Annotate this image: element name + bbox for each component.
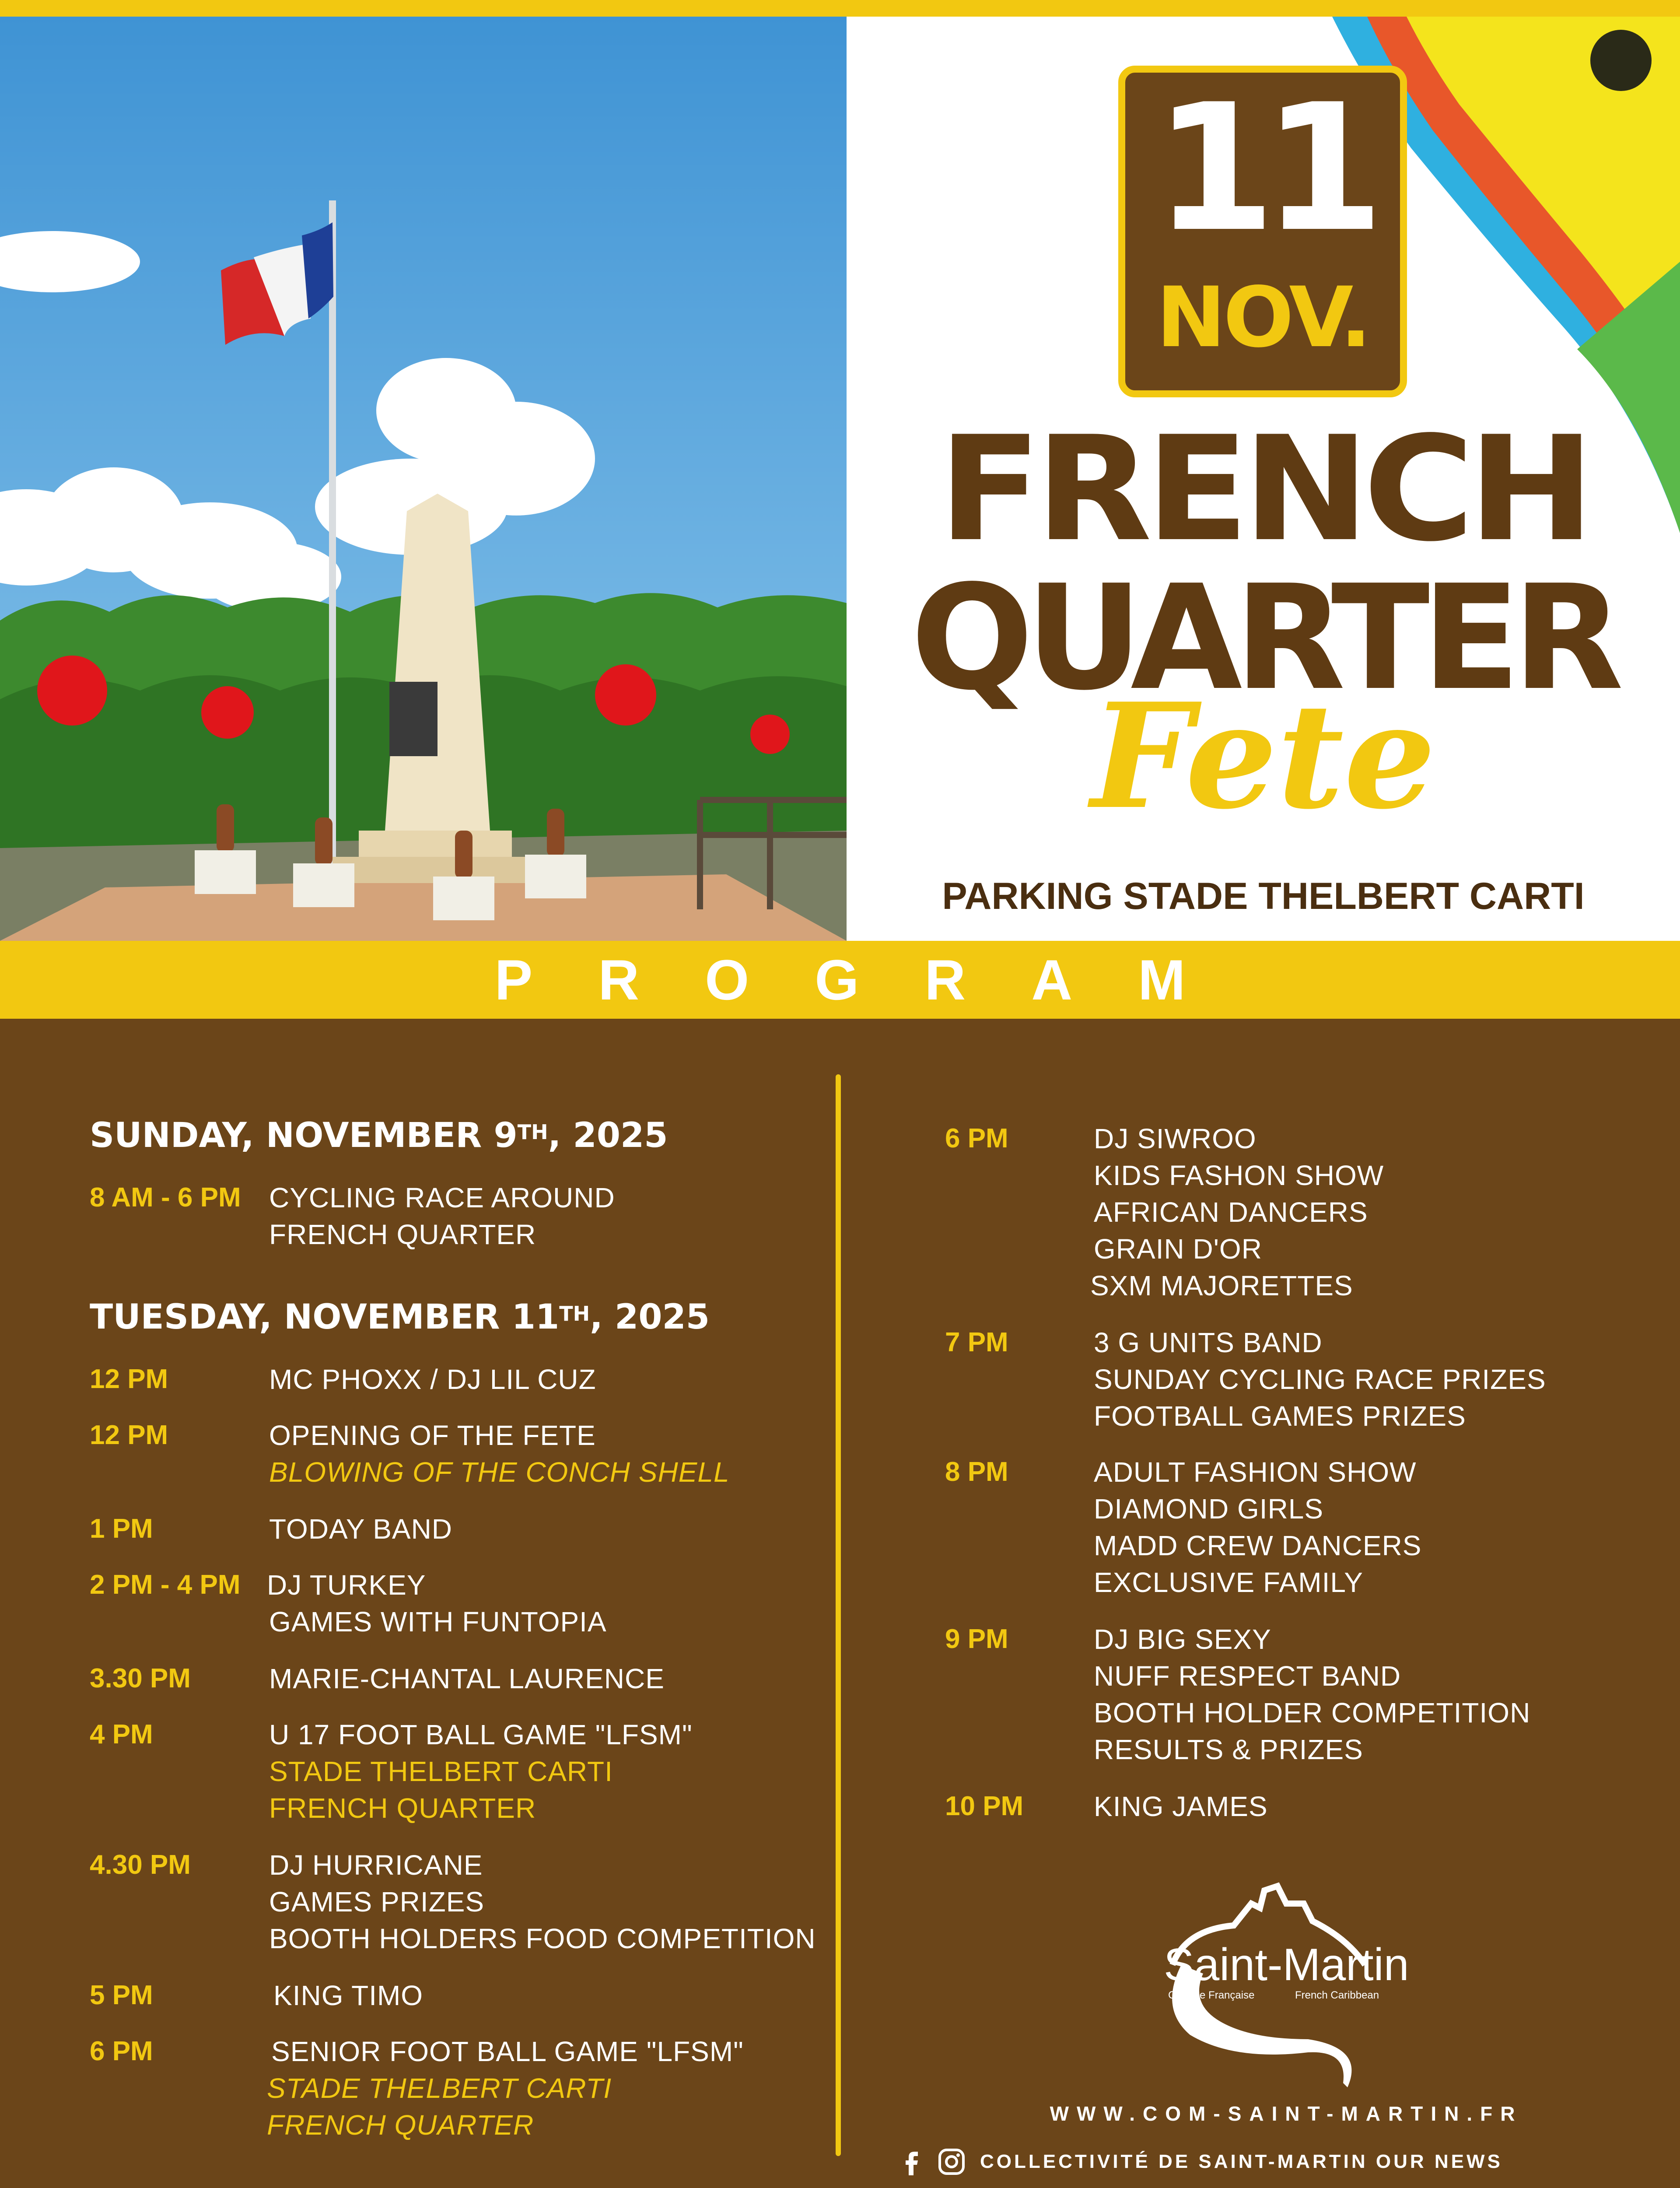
event-time: 10 PM — [945, 1791, 1024, 1821]
event-line: DJ BIG SEXY — [1094, 1623, 1271, 1655]
title-panel — [847, 17, 1680, 941]
event-time: 8 PM — [945, 1457, 1008, 1487]
event-time: 2 PM - 4 PM — [90, 1570, 241, 1600]
title-french: FRENCH — [938, 405, 1589, 573]
event-line: GRAIN D'OR — [1094, 1233, 1262, 1265]
event-time: 6 PM — [90, 2036, 153, 2066]
event-line: CYCLING RACE AROUND — [269, 1182, 615, 1213]
event-line-highlight: FRENCH QUARTER — [269, 1792, 536, 1824]
social-row — [897, 2144, 1503, 2179]
column-divider — [836, 1074, 841, 2156]
date-day: 11 — [1154, 67, 1372, 270]
event-time: 7 PM — [945, 1327, 1008, 1357]
date-badge — [1118, 66, 1407, 397]
event-line: GAMES WITH FUNTOPIA — [269, 1606, 607, 1637]
event-line: ADULT FASHION SHOW — [1094, 1456, 1417, 1488]
event-line: DJ HURRICANE — [269, 1849, 483, 1881]
event-line: MADD CREW DANCERS — [1094, 1530, 1422, 1561]
monument-illustration — [0, 17, 847, 941]
program-banner — [0, 941, 1680, 1019]
social-handle[interactable]: COLLECTIVITÉ DE SAINT-MARTIN OUR NEWS — [980, 2151, 1503, 2172]
event-line: DJ TURKEY — [267, 1569, 426, 1601]
program-heading: PROGRAM — [494, 948, 1251, 1012]
event-time: 8 AM - 6 PM — [90, 1182, 241, 1213]
event-line: AFRICAN DANCERS — [1094, 1196, 1368, 1228]
event-line: KING TIMO — [273, 1980, 424, 2011]
event-line: KING JAMES — [1094, 1791, 1268, 1822]
event-line: DIAMOND GIRLS — [1094, 1493, 1324, 1525]
event-time: 6 PM — [945, 1123, 1008, 1154]
event-line: 3 G UNITS BAND — [1094, 1327, 1323, 1358]
event-time: 4 PM — [90, 1719, 153, 1750]
event-line-highlight: STADE THELBERT CARTI — [267, 2072, 612, 2104]
event-line: GAMES PRIZES — [269, 1886, 485, 1918]
event-line: U 17 FOOT BALL GAME "LFSM" — [269, 1719, 693, 1750]
day-heading-tuesday: TUESDAY, NOVEMBER 11TH, 2025 — [90, 1297, 710, 1337]
date-month: NOV. — [1156, 269, 1369, 366]
event-line: BOOTH HOLDERS FOOD COMPETITION — [269, 1923, 816, 1954]
facebook-icon[interactable] — [897, 2146, 928, 2177]
event-line: TODAY BAND — [269, 1513, 452, 1545]
event-line-highlight: STADE THELBERT CARTI — [269, 1756, 613, 1787]
event-line: DJ SIWROO — [1094, 1123, 1256, 1154]
title-fete: Fete — [1091, 671, 1436, 841]
event-line: FOOTBALL GAMES PRIZES — [1094, 1400, 1466, 1432]
event-time: 4.30 PM — [90, 1850, 191, 1880]
logo-subtitle-en: French Caribbean — [1295, 1989, 1379, 2001]
event-line: NUFF RESPECT BAND — [1094, 1660, 1401, 1692]
event-line-highlight: FRENCH QUARTER — [267, 2109, 534, 2141]
event-line: EXCLUSIVE FAMILY — [1094, 1567, 1363, 1598]
event-line: MC PHOXX / DJ LIL CUZ — [269, 1364, 596, 1395]
logo-name: Saint-Martin — [1164, 1939, 1409, 1990]
event-time: 5 PM — [90, 1980, 153, 2010]
event-line: SENIOR FOOT BALL GAME "LFSM" — [271, 2036, 744, 2067]
event-line: MARIE-CHANTAL LAURENCE — [269, 1663, 665, 1694]
title-quarter: QUARTER — [910, 554, 1616, 722]
event-line: KIDS FASHON SHOW — [1094, 1160, 1384, 1191]
venue-label: PARKING STADE THELBERT CARTI — [942, 875, 1585, 917]
day-heading-sunday: SUNDAY, NOVEMBER 9TH, 2025 — [90, 1116, 668, 1155]
event-time: 12 PM — [90, 1420, 168, 1450]
event-time: 12 PM — [90, 1364, 168, 1394]
event-line: RESULTS & PRIZES — [1094, 1734, 1363, 1765]
event-line: OPENING OF THE FETE — [269, 1420, 596, 1451]
event-line: SXM MAJORETTES — [1090, 1270, 1353, 1301]
logo-subtitle-fr: Caraïbe Française — [1168, 1989, 1255, 2001]
event-line-highlight: BLOWING OF THE CONCH SHELL — [269, 1456, 730, 1488]
event-time: 3.30 PM — [90, 1663, 191, 1694]
event-line: SUNDAY CYCLING RACE PRIZES — [1094, 1364, 1546, 1395]
top-yellow-strip — [0, 0, 1680, 17]
event-line: BOOTH HOLDER COMPETITION — [1094, 1697, 1531, 1729]
event-time: 1 PM — [90, 1514, 153, 1544]
website-link[interactable]: WWW.COM-SAINT-MARTIN.FR — [1050, 2102, 1523, 2125]
instagram-icon[interactable] — [936, 2146, 967, 2177]
event-line: FRENCH QUARTER — [269, 1219, 536, 1250]
event-time: 9 PM — [945, 1624, 1008, 1654]
